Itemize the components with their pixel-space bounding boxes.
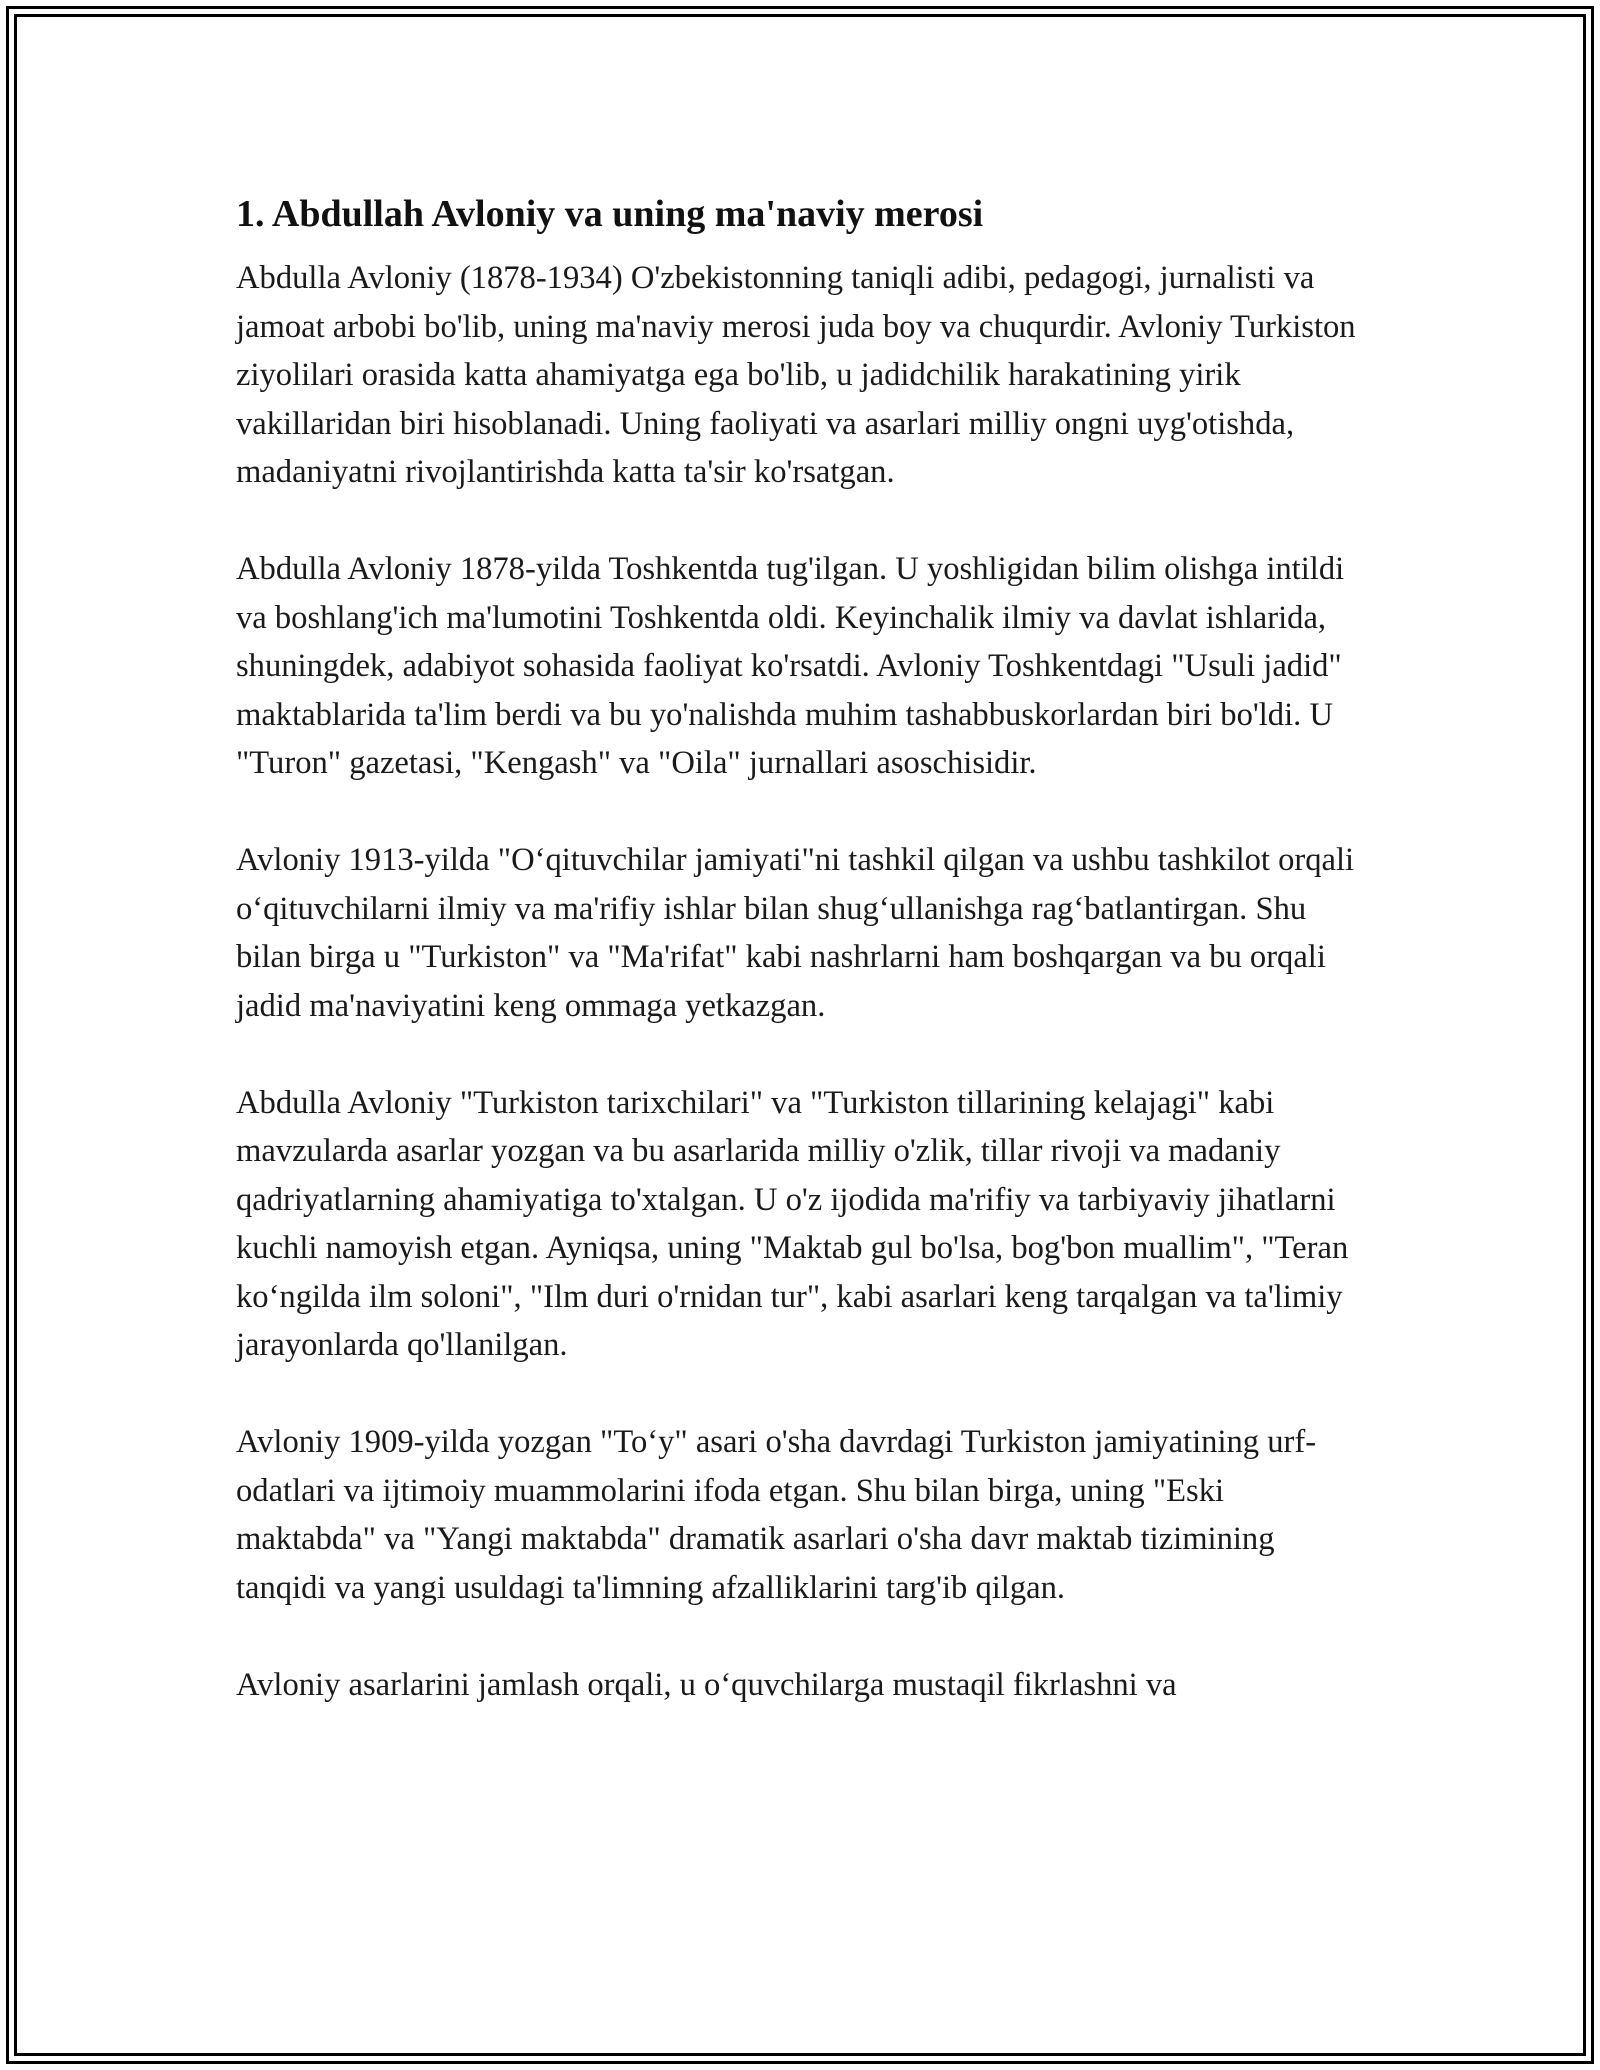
paragraph-dramas: Avloniy 1909-yilda yozgan "To‘y" asari o'sha davrdagi Turkiston jamiyatining urf-odatlari va ijtimoiy muammolarini ifoda etgan. Shu bilan birga, uning "Eski maktabda" va "Yangi maktabda" dramatik asarlari o'sha davr maktab tizimining tanqidi va yangi usuldagi ta'limning afzalliklarini targ'ib qilgan. bbox=[236, 1424, 1317, 1606]
paragraph-works: Abdulla Avloniy "Turkiston tarixchilari" va "Turkiston tillarining kelajagi" kabi mavzularda asarlar yozgan va bu asarlarida milliy o'zlik, tillar rivoji va madaniy qadriyatlarning ahamiyatiga to'xtalgan. U o'z ijodida ma'rifiy va tarbiyaviy jihatlarni kuchli namoyish etgan. Ayniqsa, uning "Maktab gul bo'lsa, bog'bon muallim", "Teran ko‘ngilda ilm soloni", "Ilm duri o'rnidan tur", kabi asarlari keng tarqalgan va ta'limiy jarayonlarda qo'llanilgan. bbox=[236, 1084, 1349, 1363]
paragraph-biography: Abdulla Avloniy 1878-yilda Toshkentda tug'ilgan. U yoshligidan bilim olishga intildi va boshlang'ich ma'lumotini Toshkentda oldi. Keyinchalik ilmiy va davlat ishlarida, shuningdek, adabiyot sohasida faoliyat ko'rsatdi. Avloniy Toshkentdagi "Usuli jadid" maktablarida ta'lim berdi va bu yo'nalishda muhim tashabbuskorlardan biri bo'ldi. U "Turon" gazetasi, "Kengash" va "Oila" jurnallari asoschisidir. bbox=[236, 551, 1345, 781]
document-body bbox=[236, 186, 1366, 1758]
paragraph-intro: Abdulla Avloniy (1878-1934) O'zbekistonning taniqli adibi, pedagogi, jurnalisti va jamoat arbobi bo'lib, uning ma'naviy merosi juda boy va chuqurdir. Avloniy Turkiston ziyolilari orasida katta ahamiyatga ega bo'lib, u jadidchilik harakatining yirik vakillaridan biri hisoblanadi. Uning faoliyati va asarlari milliy ongni uyg'otishda, madaniyatni rivojlantirishda katta ta'sir ko'rsatgan. bbox=[236, 260, 1356, 490]
section-heading: 1. Abdullah Avloniy va uning ma'naviy merosi bbox=[236, 193, 984, 235]
paragraph-conclusion: Avloniy asarlarini jamlash orqali, u o‘quvchilarga mustaqil fikrlashni va bbox=[236, 1666, 1177, 1703]
paragraph-teachers-society: Avloniy 1913-yilda "O‘qituvchilar jamiyati"ni tashkil qilgan va ushbu tashkilot orqali o‘qituvchilarni ilmiy va ma'rifiy ishlar bilan shug‘ullanishga rag‘batlantirgan. Shu bilan birga u "Turkiston" va "Ma'rifat" kabi nashrlarni ham boshqargan va bu orqali jadid ma'naviyatini keng ommaga yetkazgan. bbox=[236, 842, 1355, 1024]
